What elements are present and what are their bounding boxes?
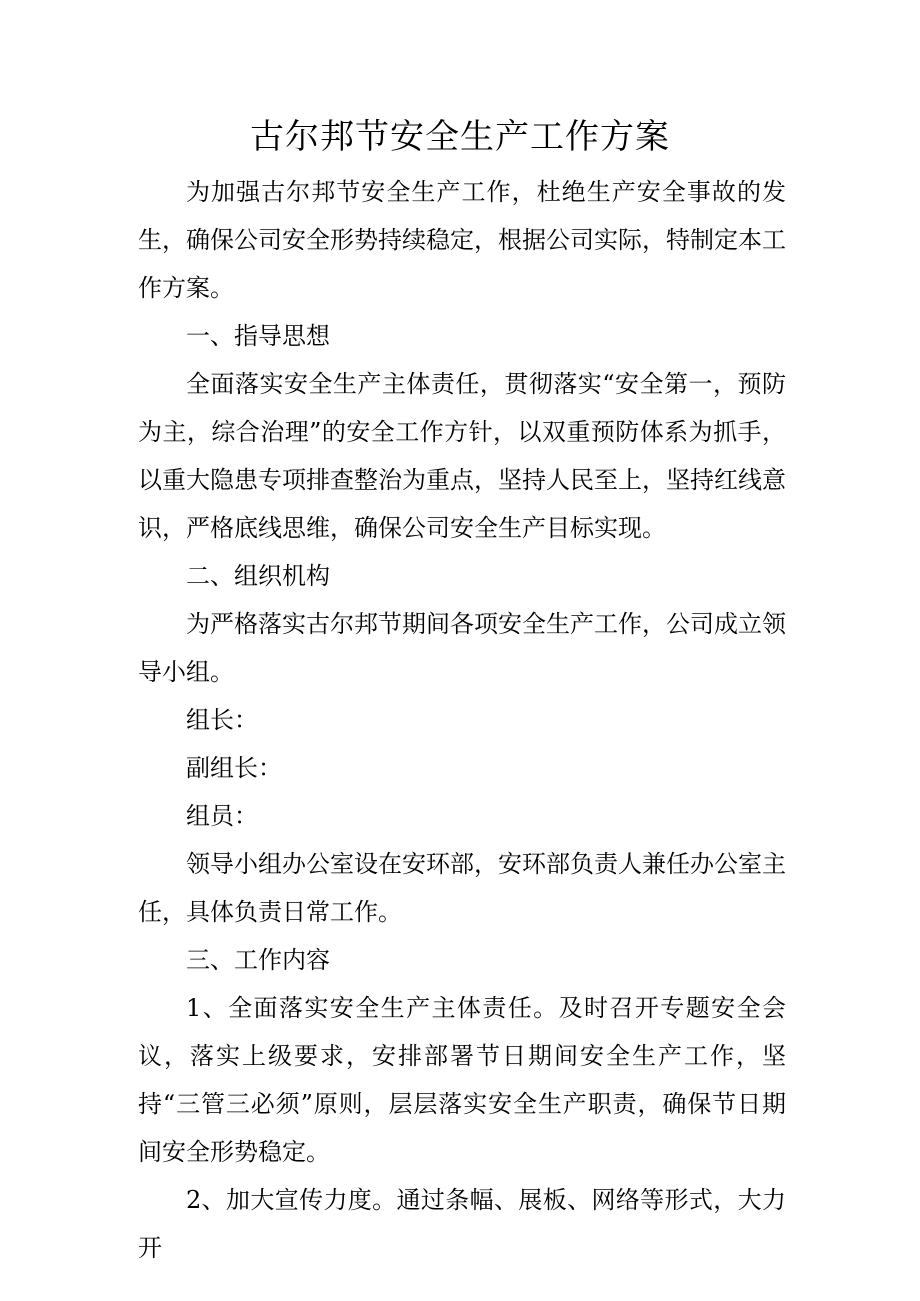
document-body [138, 168, 786, 1272]
document-title: 古尔邦节安全生产工作方案 [250, 117, 670, 157]
work-item-1: 1、全面落实安全生产主体责任。及时召开专题安全会议，落实上级要求，安排部署节日期间安全生产工作，坚持“三管三必须”原则，层层落实安全生产职责，确保节日期间安全形势稳定。 [138, 994, 786, 1166]
section-heading-work-content: 三、工作内容 [186, 946, 330, 974]
team-members-line: 组员： [186, 802, 258, 830]
team-leader-line: 组长： [186, 706, 258, 734]
organization-paragraph: 为严格落实古尔邦节期间各项安全生产工作，公司成立领导小组。 [138, 610, 786, 686]
section-heading-organization: 二、组织机构 [186, 562, 330, 590]
intro-paragraph: 为加强古尔邦节安全生产工作，杜绝生产安全事故的发生，确保公司安全形势持续稳定，根据公司实际，特制定本工作方案。 [138, 178, 786, 302]
office-paragraph: 领导小组办公室设在安环部，安环部负责人兼任办公室主任，具体负责日常工作。 [138, 850, 786, 926]
section-heading-guiding-ideology: 一、指导思想 [186, 322, 330, 350]
deputy-leader-line: 副组长： [186, 754, 282, 782]
work-item-2: 2、加大宣传力度。通过条幅、展板、网络等形式，大力开 [138, 1186, 786, 1262]
guiding-ideology-paragraph: 全面落实安全生产主体责任，贯彻落实“安全第一，预防为主，综合治理”的安全工作方针，以双重预防体系为抓手，以重大隐患专项排查整治为重点，坚持人民至上，坚持红线意识，严格底线思维，确保公司安全生产目标实现。 [138, 370, 786, 542]
